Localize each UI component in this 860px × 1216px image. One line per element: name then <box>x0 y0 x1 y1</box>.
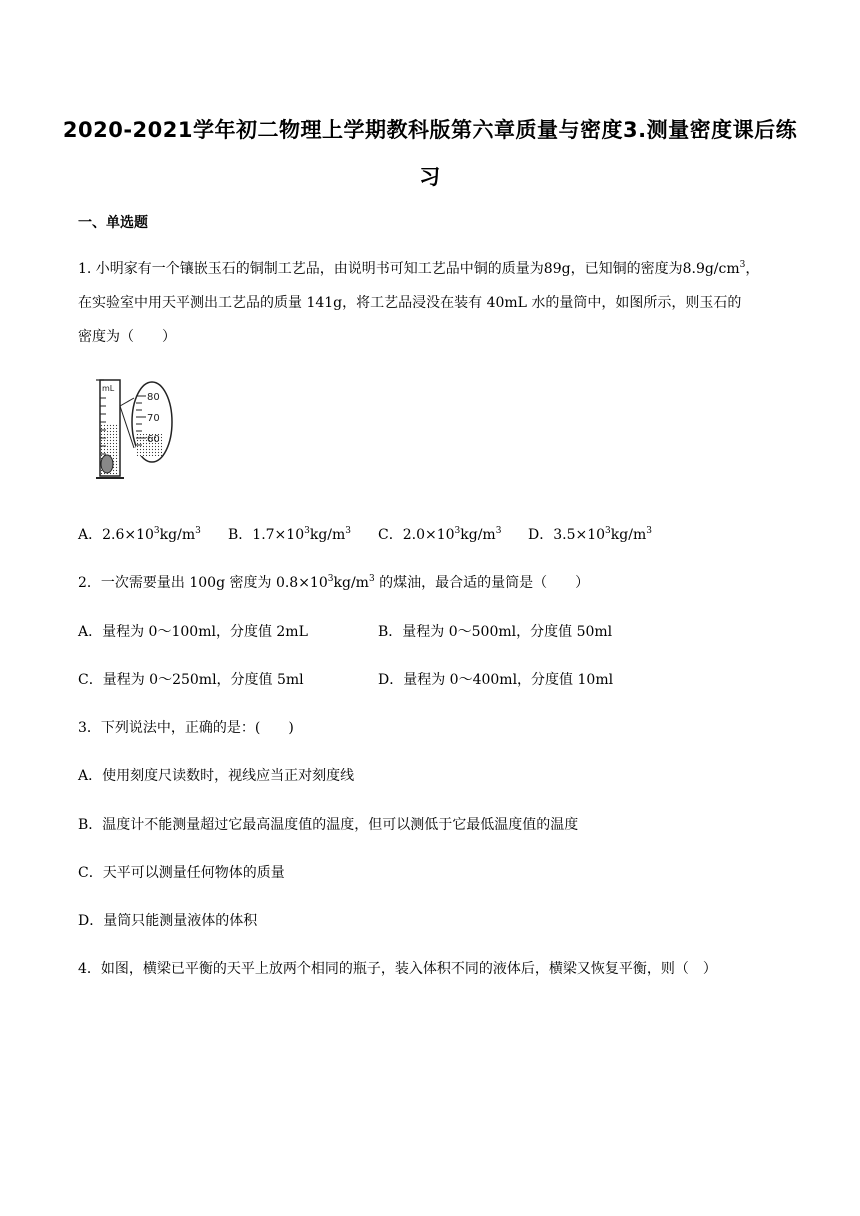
q1-stem-line-1: 1. 小明家有一个镶嵌玉石的铜制工艺品，由说明书可知工艺品中铜的质量为89g，已知铜的密度为$8.9g/cm^3$， <box>78 260 760 277</box>
q1-option-a[interactable]: A．$2.6\times 10^3kg/m^3$ <box>78 526 201 543</box>
q1-stem-line-3: 密度为（ ） <box>78 329 176 345</box>
q2-option-a[interactable]: A．量程为 0～100ml，分度值 2mL <box>78 624 308 640</box>
document-title-line-2: 习 <box>419 165 441 189</box>
artifact-object <box>101 455 113 473</box>
q3-option-a[interactable]: A．使用刻度尺读数时，视线应当正对刻度线 <box>78 768 355 784</box>
q3-option-c[interactable]: C．天平可以测量任何物体的质量 <box>78 865 285 881</box>
section-heading: 一、单选题 <box>78 215 148 231</box>
tick-label-70: 70 <box>147 413 160 424</box>
q3-stem: 3．下列说法中，正确的是：( ) <box>78 720 294 736</box>
q2-stem: 2．一次需要量出 100g 密度为 $0.8\times 10^3kg/m^3$ 的煤油，最合适的量筒是（ ） <box>78 574 590 591</box>
document-title-line-1: 2020-2021学年初二物理上学期教科版第六章质量与密度3.测量密度课后练 <box>62 118 798 142</box>
tick-label-60: 60 <box>147 434 160 445</box>
q2-option-b[interactable]: B．量程为 0～500ml，分度值 50ml <box>378 624 613 640</box>
graduated-cylinder-figure <box>94 376 178 484</box>
tick-label-80: 80 <box>147 392 160 403</box>
q2-option-d[interactable]: D．量程为 0～400ml，分度值 10ml <box>378 672 614 688</box>
q3-option-b[interactable]: B．温度计不能测量超过它最高温度值的温度，但可以测低于它最低温度值的温度 <box>78 817 579 833</box>
q1-stem-line-2: 在实验室中用天平测出工艺品的质量 141g，将工艺品浸没在装有 40mL 水的量筒中，如图所示，则玉石的 <box>78 295 742 311</box>
cylinder-unit-label: mL <box>102 384 115 393</box>
q1-option-b[interactable]: B．$1.7\times 10^3kg/m^3$ <box>228 526 352 543</box>
q4-stem: 4．如图，横梁已平衡的天平上放两个相同的瓶子，装入体积不同的液体后，横梁又恢复平衡，则（ ） <box>78 961 717 977</box>
q1-option-d[interactable]: D．$3.5\times 10^3kg/m^3$ <box>528 526 652 543</box>
q1-option-c[interactable]: C．$2.0\times 10^3kg/m^3$ <box>378 526 502 543</box>
q2-option-c[interactable]: C．量程为 0～250ml，分度值 5ml <box>78 672 304 688</box>
q3-option-d[interactable]: D．量筒只能测量液体的体积 <box>78 913 258 929</box>
